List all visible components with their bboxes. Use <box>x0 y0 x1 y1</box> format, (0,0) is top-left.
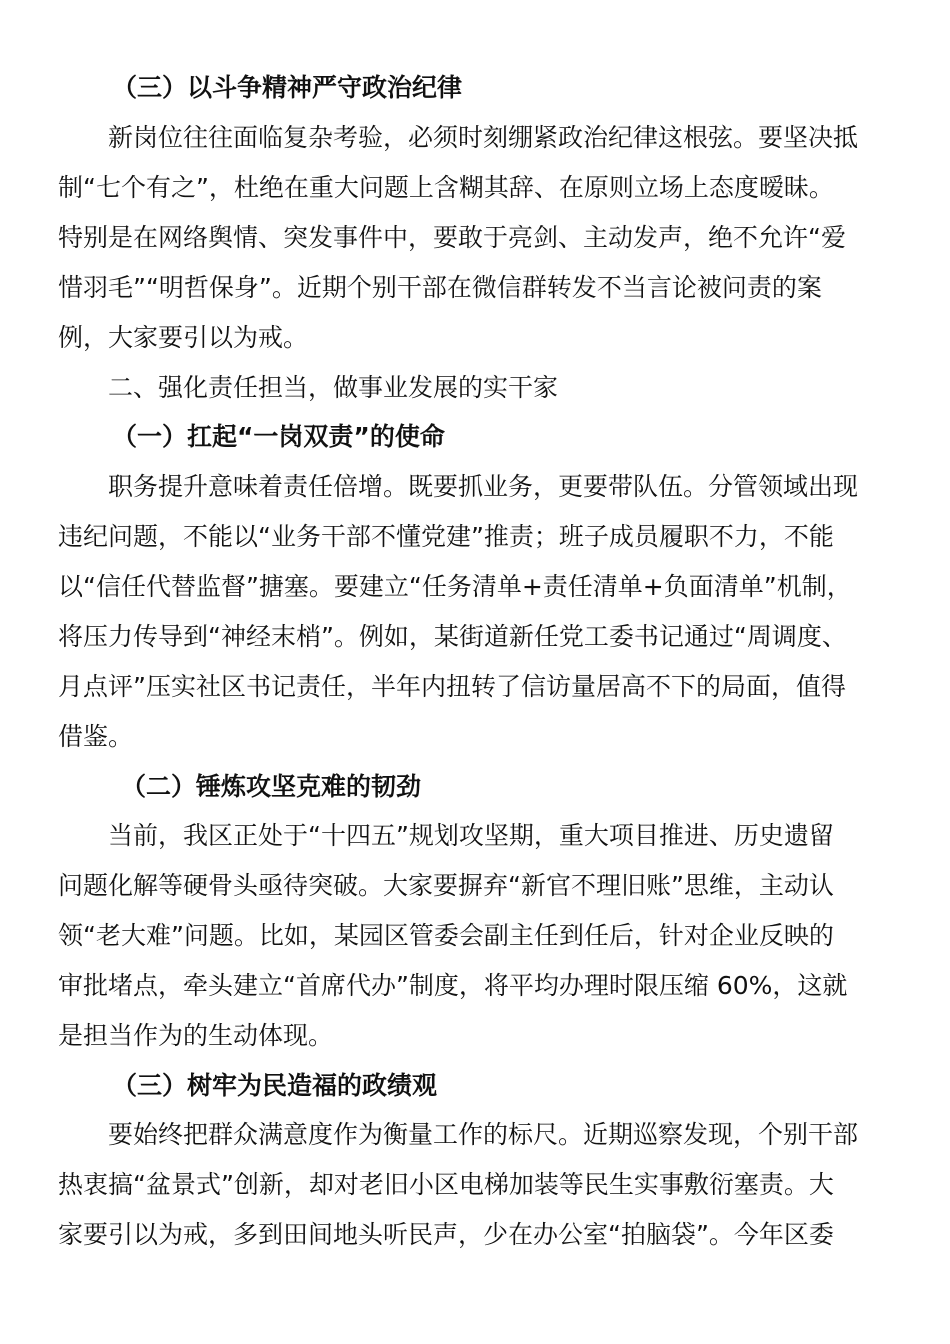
paragraph-line: 违纪问题，不能以“业务干部不懂党建”推责；班子成员履职不力，不能 <box>58 522 834 551</box>
paragraph-line: 惜羽毛”“明哲保身”。近期个别干部在微信群转发不当言论被问责的案 <box>58 273 822 302</box>
paragraph-line: 是担当作为的生动体现。 <box>58 1021 334 1050</box>
paragraph-line: 借鉴。 <box>58 722 134 751</box>
paragraph-line: 制“七个有之”，杜绝在重大问题上含糊其辞、在原则立场上态度暧昧。 <box>58 173 834 202</box>
paragraph-line: 问题化解等硬骨头亟待突破。大家要摒弃“新官不理旧账”思维，主动认 <box>58 871 834 900</box>
section-heading: （一）扛起“一岗双责”的使命 <box>112 422 445 451</box>
section-heading: （二）锤炼攻坚克难的韧劲 <box>121 772 422 801</box>
paragraph-line: 以“信任代替监督”搪塞。要建立“任务清单+责任清单+负面清单”机制， <box>58 572 852 601</box>
section-heading: （三）树牢为民造福的政绩观 <box>112 1071 438 1100</box>
paragraph-line: 职务提升意味着责任倍增。既要抓业务，更要带队伍。分管领域出现 <box>108 472 859 501</box>
paragraph-line: 热衷搞“盆景式”创新，却对老旧小区电梯加装等民生实事敷衍塞责。大 <box>58 1170 834 1199</box>
paragraph-line: 特别是在网络舆情、突发事件中，要敢于亮剑、主动发声，绝不允许“爱 <box>58 223 846 252</box>
paragraph-line: 将压力传导到“神经末梢”。例如，某街道新任党工委书记通过“周调度、 <box>58 622 847 651</box>
part-heading: 二、强化责任担当，做事业发展的实干家 <box>108 373 559 402</box>
paragraph-line: 当前，我区正处于“十四五”规划攻坚期，重大项目推进、历史遗留 <box>108 821 834 850</box>
paragraph-line: 新岗位往往面临复杂考验，必须时刻绷紧政治纪律这根弦。要坚决抵 <box>108 123 859 152</box>
section-heading: （三）以斗争精神严守政治纪律 <box>112 73 463 102</box>
paragraph-line: 审批堵点，牵头建立“首席代办”制度，将平均办理时限压缩 60%，这就 <box>58 971 848 1000</box>
paragraph-line: 要始终把群众满意度作为衡量工作的标尺。近期巡察发现，个别干部 <box>108 1120 859 1149</box>
paragraph-line: 家要引以为戒，多到田间地头听民声，少在办公室“拍脑袋”。今年区委 <box>58 1220 834 1249</box>
paragraph-line: 月点评”压实社区书记责任，半年内扭转了信访量居高不下的局面，值得 <box>58 672 846 701</box>
paragraph-line: 例，大家要引以为戒。 <box>58 323 309 352</box>
paragraph-line: 领“老大难”问题。比如，某园区管委会副主任到任后，针对企业反映的 <box>58 921 834 950</box>
